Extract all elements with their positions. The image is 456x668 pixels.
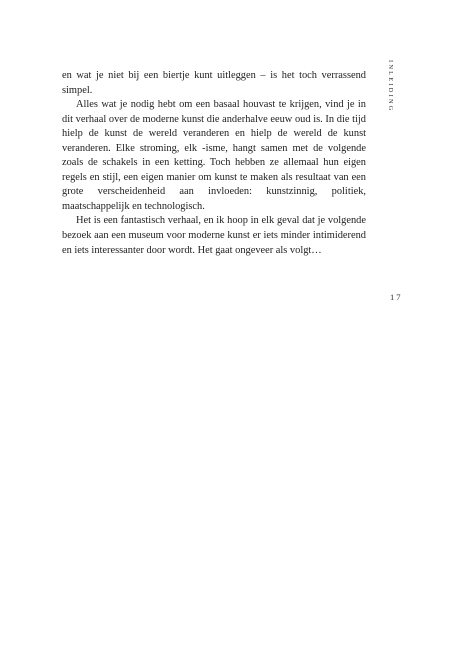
page-number: 17 <box>390 292 403 302</box>
running-head: INLEIDING <box>387 60 394 113</box>
paragraph-continuation: en wat je niet bij een biertje kunt uitleggen – is het toch verrassend simpel. <box>62 70 366 96</box>
body-text <box>62 69 366 258</box>
paragraph: Alles wat je nodig hebt om een basaal houvast te krijgen, vind je in dit verhaal over de moderne kunst die anderhalve eeuw oud is. In die tijd hielp de kunst de wereld veranderen en hielp de wereld de kunst veranderen. Elke stroming, elk -isme, hangt samen met de volgende zoals de schakels in een ketting. Toch hebben ze allemaal hun eigen regels en stijl, een eigen manier om kunst te maken als resultaat van een grote verscheidenheid aan invloeden: kunstzinnig, politiek, maatschappelijk en technologisch. <box>62 99 366 212</box>
paragraph: Het is een fantastisch verhaal, en ik hoop in elk geval dat je volgende bezoek aan een museum voor moderne kunst er iets minder intimiderend en iets interessanter door wordt. Het gaat ongeveer als volgt… <box>62 215 366 256</box>
